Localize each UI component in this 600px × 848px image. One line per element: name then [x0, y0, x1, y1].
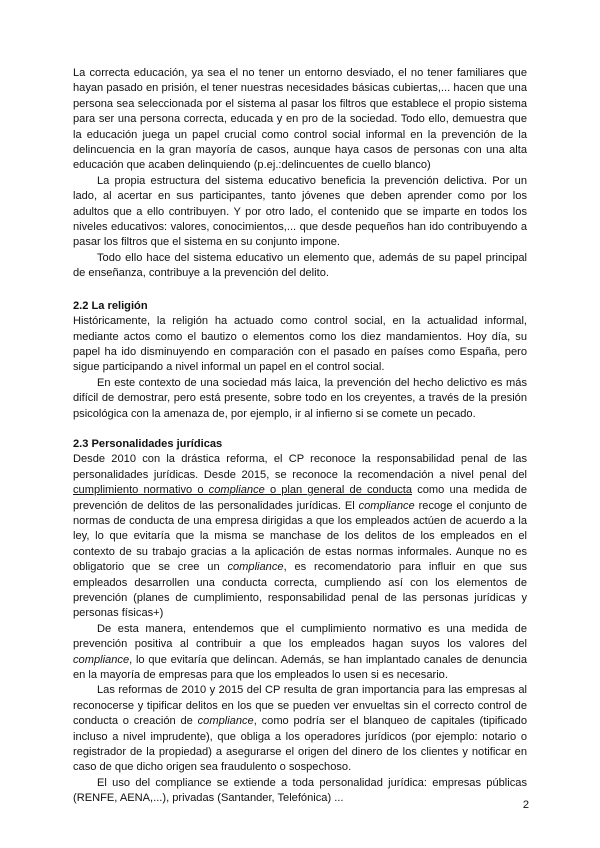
p1-compliance-italic-2: compliance — [227, 561, 284, 574]
intro-paragraph-1: La correcta educación, ya sea el no tener un entorno desviado, el no tener familiares que hayan pasado en prisión, el tener nuestras necesidades básicas cubiertas,... hacen que una persona sea seleccionada por el sistema al pasar los filtros que establece el propio sistema para ser una persona correcta, educada y en pro de la sociedad. Todo ello, demuestra que la educación juega un papel crucial como control social informal en la prevención de la delincuencia en la gran mayoría de casos, aunque haya casos de personas con una alta educación que acaben delinquiendo (p.ej.:delincuentes de cuello blanco) — [73, 67, 527, 172]
p1-text-f: , es recomendatorio para influir en que sus empleados desarrollen una conducta correcta, cumpliendo así con los elementos de prevención (planes de cumplimiento, responsabilidad penal de las personas jurídicas y personas físicas+) — [73, 561, 527, 620]
p1-text-b: como una medida de prevención de delitos de las personalidades jurídicas. El — [73, 484, 527, 512]
personalidades-paragraph-2 — [73, 622, 527, 684]
p1-underlined-plan: o plan general de conducta — [264, 484, 413, 497]
p2-text-c: , lo que evitaría que delincan. Además, se han implantado canales de denuncia en la mayoría de empresas para que los empleados lo usen si es necesario. — [73, 653, 527, 682]
religion-paragraph-1: Históricamente, la religión ha actuado como control social, en la actualidad informal, mediante actos como el bautizo o elementos como los diez mandamientos. Hoy día, su papel ha ido disminuyendo en comparación con el pasado en países como España, pero sigue participando a nivel informal un papel en el control social. — [73, 315, 527, 374]
page-number: 2 — [522, 799, 529, 811]
p1-text-a: Desde 2010 con la drástica reforma, el CP reconoce la responsabilidad penal de las personalidades jurídicas. Desde 2015, se reconoce la recomendación a nivel penal del — [73, 453, 527, 481]
p3-compliance-italic: compliance — [197, 715, 254, 728]
personalidades-paragraph-3 — [73, 683, 527, 775]
page-body — [73, 66, 527, 807]
p1-compliance-italic-1: compliance — [358, 499, 415, 512]
p3-text-a: Las reformas de 2010 y 2015 del CP resulta de gran importancia para las empresas al reconocerse y tipificar delitos en los que se pueden ver envueltas sin el correcto control de conducta o creación de — [73, 684, 527, 728]
intro-paragraph-2: La propia estructura del sistema educativo beneficia la prevención delictiva. Por un lado, al acertar en sus participantes, tanto jóvenes que deben aprender como por los adultos que a ello contribuyen. Y por otro lado, el contenido que se imparte en todos los niveles educativos: valores, conocimientos,... que desde pequeños han ido contribuyendo a pasar los filtros que el sistema en su conjunto impone. — [73, 174, 527, 249]
p1-underlined-compliance: compliance — [208, 484, 265, 497]
p1-text-d: recoge el conjunto de normas de conducta de una empresa dirigidas a que los empleados actúen de acuerdo a la ley, lo que evitaría que la misma se manchase de los delitos de los empleados en el contexto de su trabajo gracias a la aplicación de estas normas informales. Aunque no es obligatorio que se cree un — [73, 499, 527, 574]
intro-paragraph-3: Todo ello hace del sistema educativo un elemento que, además de su papel principal de enseñanza, contribuye a la prevención del delito. — [73, 251, 527, 280]
section-heading-religion: 2.2 La religión — [73, 299, 148, 312]
religion-paragraph-2: En este contexto de una sociedad más laica, la prevención del hecho delictivo es más difícil de demostrar, pero está presente, sobre todo en los creyentes, a través de la presión psicológica con la amenaza de, por ejemplo, ir al infierno si se comete un pecado. — [73, 376, 527, 420]
p3-text-c: , como podría ser el blanqueo de capitales (tipificado incluso a nivel imprudente), que obliga a los operadores jurídicos (por ejemplo: notario o registrador de la propiedad) a asegurarse el origen del dinero de los clientes y notificar en caso de que dicho origen sea fraudulento o sospechoso. — [73, 715, 527, 774]
p1-underlined-cumplimiento: cumplimiento normativo o — [73, 484, 209, 497]
personalidades-paragraph-1 — [73, 452, 527, 621]
p2-compliance-italic: compliance — [73, 653, 130, 666]
personalidades-paragraph-4: El uso del compliance se extiende a toda personalidad jurídica: empresas públicas (RENFE, AENA,...), privadas (Santander, Telefónica) ... — [73, 776, 527, 805]
section-heading-personalidades: 2.3 Personalidades jurídicas — [73, 437, 223, 450]
p2-text-a: De esta manera, entendemos que el cumplimiento normativo es una medida de prevención positiva al contribuir a que los empleados hagan suyos los valores del — [73, 622, 527, 651]
